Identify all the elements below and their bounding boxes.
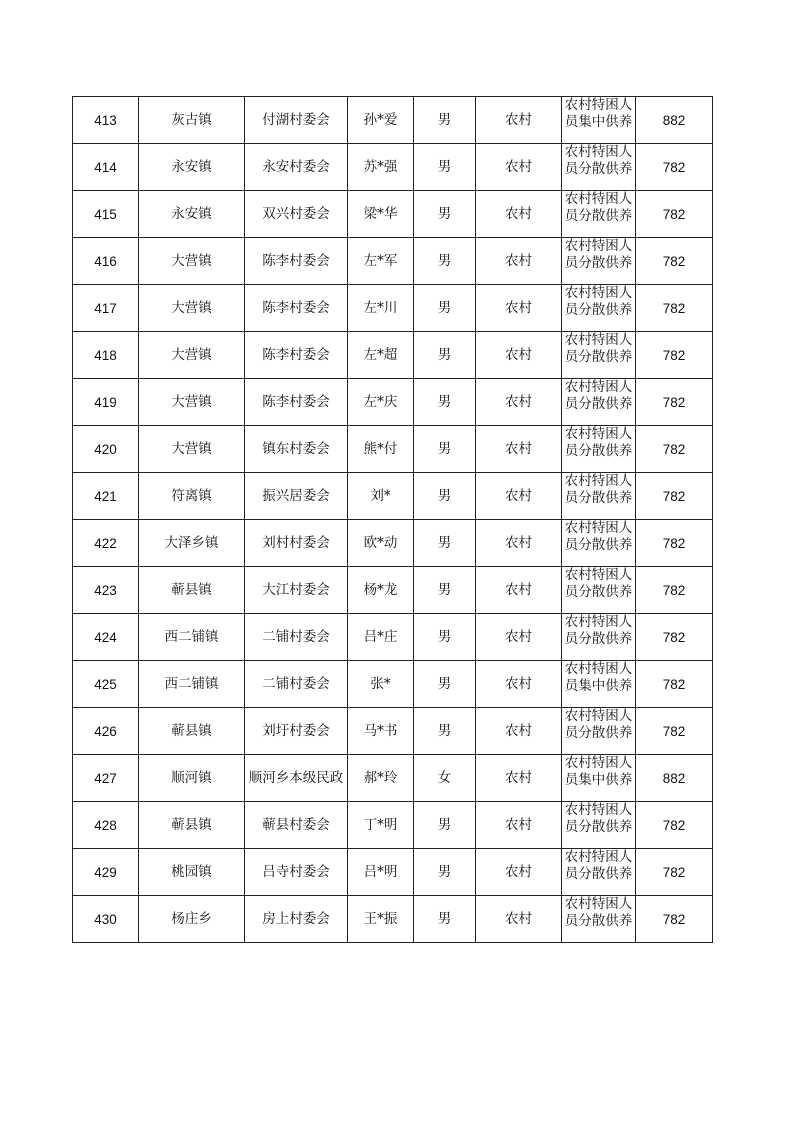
category-cell [562,520,636,567]
table-row [73,614,713,661]
name-cell: 杨*龙 [348,567,414,614]
category-text: 农村特困人员分散供养 [564,238,633,271]
category-text: 农村特困人员集中供养 [564,97,633,130]
name-cell: 张* [348,661,414,708]
table-row [73,661,713,708]
name-cell: 吕*庄 [348,614,414,661]
name-cell: 丁*明 [348,802,414,849]
name-cell: 苏*强 [348,144,414,191]
row-number-cell: 413 [73,97,139,144]
category-text: 农村特困人员集中供养 [564,661,633,694]
committee-cell: 房上村委会 [245,896,348,943]
row-number-cell: 418 [73,332,139,379]
committee-cell: 振兴居委会 [245,473,348,520]
row-number-cell: 426 [73,708,139,755]
table-row [73,191,713,238]
area-cell: 农村 [476,379,562,426]
area-cell: 农村 [476,896,562,943]
town-cell: 大营镇 [139,332,245,379]
town-cell: 大泽乡镇 [139,520,245,567]
amount-cell: 782 [636,191,713,238]
gender-cell: 女 [414,755,476,802]
gender-cell: 男 [414,426,476,473]
gender-cell: 男 [414,379,476,426]
town-cell: 西二铺镇 [139,614,245,661]
name-cell: 欧*动 [348,520,414,567]
category-cell [562,379,636,426]
area-cell: 农村 [476,191,562,238]
town-cell: 西二铺镇 [139,661,245,708]
gender-cell: 男 [414,520,476,567]
area-cell: 农村 [476,614,562,661]
table-row [73,379,713,426]
gender-cell: 男 [414,802,476,849]
row-number-cell: 425 [73,661,139,708]
area-cell: 农村 [476,426,562,473]
category-cell [562,426,636,473]
category-text: 农村特困人员集中供养 [564,755,633,788]
gender-cell: 男 [414,191,476,238]
committee-cell: 双兴村委会 [245,191,348,238]
amount-cell: 782 [636,473,713,520]
area-cell: 农村 [476,849,562,896]
row-number-cell: 417 [73,285,139,332]
category-text: 农村特困人员分散供养 [564,614,633,647]
committee-cell: 顺河乡本级民政 [245,755,348,802]
row-number-cell: 429 [73,849,139,896]
area-cell: 农村 [476,567,562,614]
committee-cell: 蕲县村委会 [245,802,348,849]
amount-cell: 782 [636,238,713,285]
category-cell [562,191,636,238]
gender-cell: 男 [414,97,476,144]
area-cell: 农村 [476,708,562,755]
area-cell: 农村 [476,144,562,191]
category-cell [562,473,636,520]
amount-cell: 782 [636,802,713,849]
area-cell: 农村 [476,285,562,332]
table-row [73,332,713,379]
category-text: 农村特困人员分散供养 [564,708,633,741]
town-cell: 大营镇 [139,426,245,473]
category-cell [562,567,636,614]
category-cell [562,285,636,332]
area-cell: 农村 [476,520,562,567]
town-cell: 蕲县镇 [139,708,245,755]
table-row [73,520,713,567]
name-cell: 郝*玲 [348,755,414,802]
committee-cell: 吕寺村委会 [245,849,348,896]
row-number-cell: 414 [73,144,139,191]
area-cell: 农村 [476,473,562,520]
committee-cell: 陈李村委会 [245,379,348,426]
category-text: 农村特困人员分散供养 [564,849,633,882]
row-number-cell: 416 [73,238,139,285]
table-row [73,755,713,802]
table-row [73,708,713,755]
name-cell: 左*庆 [348,379,414,426]
committee-cell: 陈李村委会 [245,285,348,332]
amount-cell: 782 [636,896,713,943]
row-number-cell: 422 [73,520,139,567]
amount-cell: 782 [636,567,713,614]
area-cell: 农村 [476,97,562,144]
amount-cell: 782 [636,379,713,426]
area-cell: 农村 [476,661,562,708]
amount-cell: 782 [636,144,713,191]
gender-cell: 男 [414,896,476,943]
category-text: 农村特困人员分散供养 [564,426,633,459]
amount-cell: 782 [636,520,713,567]
category-cell [562,614,636,661]
category-cell [562,708,636,755]
category-text: 农村特困人员分散供养 [564,520,633,553]
row-number-cell: 419 [73,379,139,426]
category-cell [562,802,636,849]
name-cell: 马*书 [348,708,414,755]
category-text: 农村特困人员分散供养 [564,567,633,600]
gender-cell: 男 [414,567,476,614]
area-cell: 农村 [476,802,562,849]
name-cell: 熊*付 [348,426,414,473]
category-cell [562,849,636,896]
amount-cell: 782 [636,332,713,379]
area-cell: 农村 [476,332,562,379]
table-row [73,238,713,285]
name-cell: 梁*华 [348,191,414,238]
name-cell: 左*超 [348,332,414,379]
amount-cell: 782 [636,708,713,755]
category-text: 农村特困人员分散供养 [564,285,633,318]
table-row [73,802,713,849]
town-cell: 大营镇 [139,285,245,332]
row-number-cell: 428 [73,802,139,849]
amount-cell: 782 [636,661,713,708]
table-row [73,849,713,896]
beneficiary-table [72,96,713,943]
town-cell: 蕲县镇 [139,802,245,849]
table-row [73,896,713,943]
area-cell: 农村 [476,755,562,802]
category-cell [562,896,636,943]
table-body [73,97,713,943]
gender-cell: 男 [414,285,476,332]
gender-cell: 男 [414,332,476,379]
committee-cell: 陈李村委会 [245,332,348,379]
town-cell: 顺河镇 [139,755,245,802]
town-cell: 永安镇 [139,191,245,238]
amount-cell: 782 [636,614,713,661]
table-row [73,97,713,144]
row-number-cell: 415 [73,191,139,238]
amount-cell: 882 [636,97,713,144]
committee-cell: 镇东村委会 [245,426,348,473]
amount-cell: 882 [636,755,713,802]
category-text: 农村特困人员分散供养 [564,144,633,177]
name-cell: 左*军 [348,238,414,285]
gender-cell: 男 [414,238,476,285]
committee-cell: 刘圩村委会 [245,708,348,755]
committee-cell: 刘村村委会 [245,520,348,567]
table-row [73,473,713,520]
row-number-cell: 430 [73,896,139,943]
amount-cell: 782 [636,285,713,332]
town-cell: 桃园镇 [139,849,245,896]
town-cell: 符离镇 [139,473,245,520]
gender-cell: 男 [414,661,476,708]
table-row [73,567,713,614]
name-cell: 王*振 [348,896,414,943]
committee-cell: 付湖村委会 [245,97,348,144]
category-cell [562,661,636,708]
row-number-cell: 421 [73,473,139,520]
table-row [73,144,713,191]
town-cell: 杨庄乡 [139,896,245,943]
gender-cell: 男 [414,849,476,896]
name-cell: 孙*爱 [348,97,414,144]
category-text: 农村特困人员分散供养 [564,379,633,412]
gender-cell: 男 [414,708,476,755]
category-cell [562,97,636,144]
amount-cell: 782 [636,849,713,896]
name-cell: 左*川 [348,285,414,332]
committee-cell: 陈李村委会 [245,238,348,285]
table-row [73,426,713,473]
town-cell: 大营镇 [139,238,245,285]
committee-cell: 大江村委会 [245,567,348,614]
category-cell [562,332,636,379]
gender-cell: 男 [414,473,476,520]
name-cell: 刘* [348,473,414,520]
gender-cell: 男 [414,614,476,661]
category-text: 农村特困人员分散供养 [564,473,633,506]
category-cell [562,144,636,191]
area-cell: 农村 [476,238,562,285]
town-cell: 永安镇 [139,144,245,191]
town-cell: 灰古镇 [139,97,245,144]
category-text: 农村特困人员分散供养 [564,332,633,365]
category-cell [562,755,636,802]
row-number-cell: 427 [73,755,139,802]
gender-cell: 男 [414,144,476,191]
category-text: 农村特困人员分散供养 [564,191,633,224]
amount-cell: 782 [636,426,713,473]
town-cell: 大营镇 [139,379,245,426]
town-cell: 蕲县镇 [139,567,245,614]
committee-cell: 二铺村委会 [245,661,348,708]
committee-cell: 二铺村委会 [245,614,348,661]
table-row [73,285,713,332]
row-number-cell: 424 [73,614,139,661]
name-cell: 吕*明 [348,849,414,896]
committee-cell: 永安村委会 [245,144,348,191]
category-cell [562,238,636,285]
category-text: 农村特困人员分散供养 [564,896,633,929]
category-text: 农村特困人员分散供养 [564,802,633,835]
row-number-cell: 420 [73,426,139,473]
row-number-cell: 423 [73,567,139,614]
